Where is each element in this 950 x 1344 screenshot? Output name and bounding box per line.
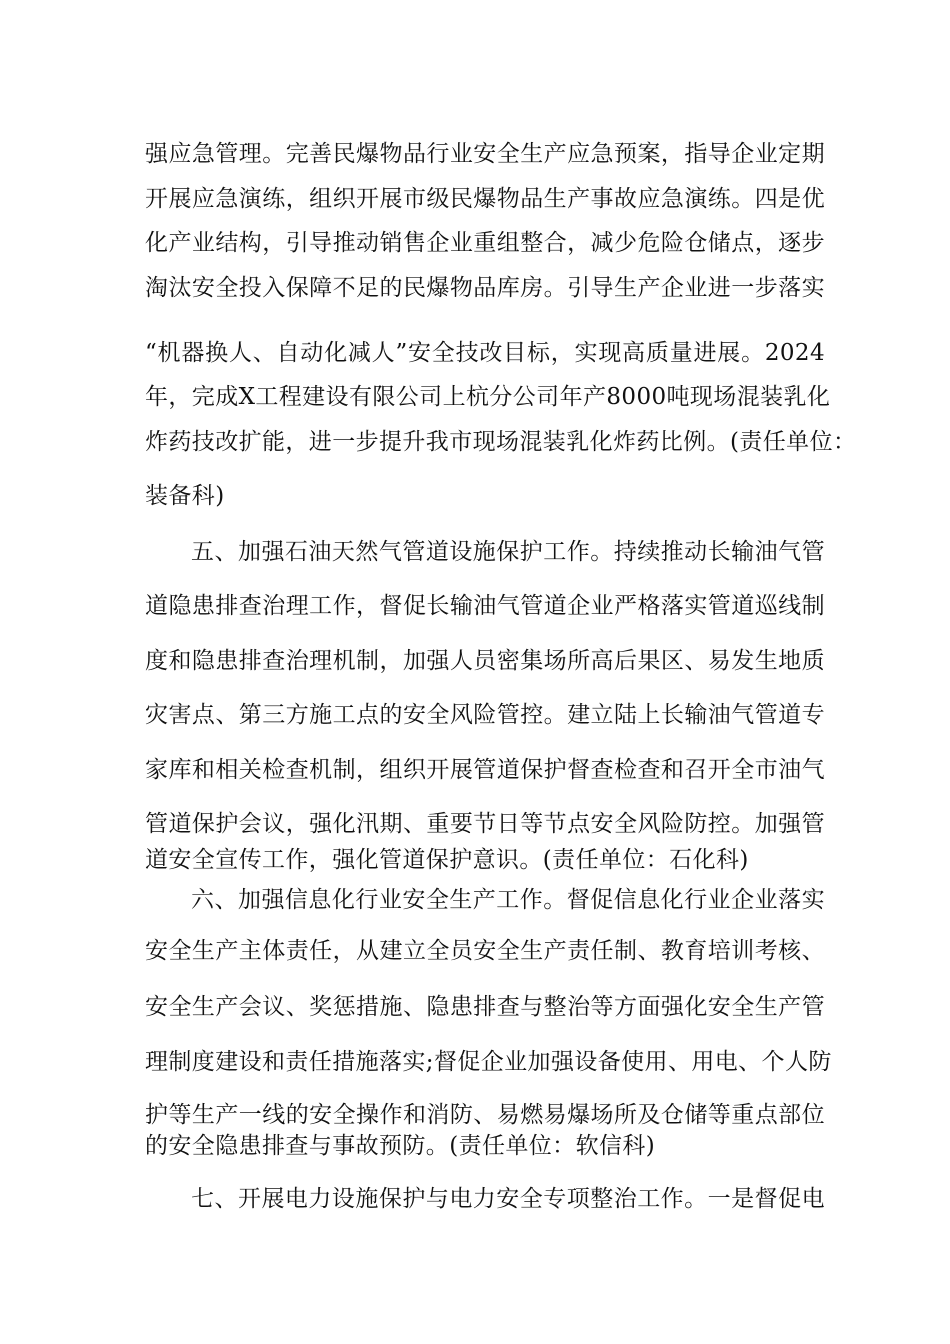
text-line: 安全生产主体责任，从建立全员安全生产责任制、教育培训考核、	[145, 938, 825, 964]
text-line: 装备科)	[145, 483, 225, 509]
text-line: 理制度建设和责任措施落实;督促企业加强设备使用、用电、个人防	[145, 1049, 832, 1075]
text-line: 道隐患排查治理工作，督促长输油气管道企业严格落实管道巡线制	[145, 593, 825, 619]
text-line: “机器换人、自动化减人”安全技改目标，实现高质量进展。2024	[145, 340, 825, 366]
paragraph-heading-7: 七、开展电力设施保护与电力安全专项整治工作。一是督促电	[191, 1186, 825, 1212]
text-line: 家库和相关检查机制，组织开展管道保护督查检查和召开全市油气	[145, 757, 825, 783]
text-line: 管道保护会议，强化汛期、重要节日等节点安全风险防控。加强管	[145, 811, 825, 837]
text-line: 道安全宣传工作，强化管道保护意识。(责任单位：石化科)	[145, 847, 749, 873]
text-line: 开展应急演练，组织开展市级民爆物品生产事故应急演练。四是优	[145, 186, 825, 212]
text-line: 淘汰安全投入保障不足的民爆物品库房。引导生产企业进一步落实	[145, 275, 825, 301]
text-line: 的安全隐患排查与事故预防。(责任单位：软信科)	[145, 1133, 656, 1159]
text-line: 灾害点、第三方施工点的安全风险管控。建立陆上长输油气管道专	[145, 702, 825, 728]
paragraph-heading-5: 五、加强石油天然气管道设施保护工作。持续推动长输油气管	[191, 539, 825, 565]
text-line: 年，完成X工程建设有限公司上杭分公司年产8000吨现场混装乳化	[145, 384, 831, 410]
text-line: 强应急管理。完善民爆物品行业安全生产应急预案，指导企业定期	[145, 141, 825, 167]
text-line: 安全生产会议、奖惩措施、隐患排查与整治等方面强化安全生产管	[145, 994, 825, 1020]
text-line: 护等生产一线的安全操作和消防、易燃易爆场所及仓储等重点部位	[145, 1102, 825, 1128]
text-line: 度和隐患排查治理机制，加强人员密集场所高后果区、易发生地质	[145, 648, 825, 674]
text-line: 化产业结构，引导推动销售企业重组整合，减少危险仓储点，逐步	[145, 230, 825, 256]
text-line: 炸药技改扩能，进一步提升我市现场混装乳化炸药比例。(责任单位：	[145, 429, 857, 455]
paragraph-heading-6: 六、加强信息化行业安全生产工作。督促信息化行业企业落实	[191, 887, 825, 913]
